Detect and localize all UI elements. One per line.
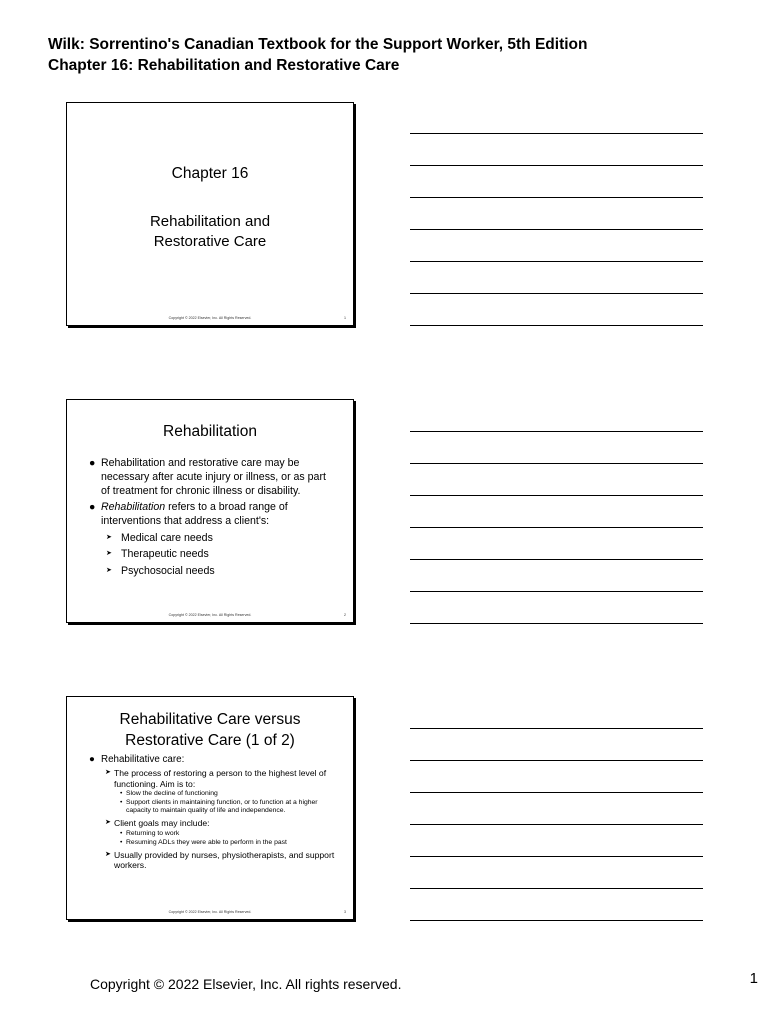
sub-bullet-text: Therapeutic needs [121,548,209,560]
sub-sub-bullet-item [120,799,335,815]
sub-sub-bullet-text: Returning to work [126,829,180,837]
sub-bullet-text: Usually provided by nurses, physiotherapists, and support workers. [114,849,335,870]
small-dot-icon: • [120,799,123,806]
slide-3-number: 3 [344,910,346,914]
sub-sub-bullet-item [120,839,335,847]
slide-3-copyright: Copyright © 2022 Elsevier, Inc. All Rights Reserved. [168,910,252,914]
note-line [410,527,703,528]
notes-lines-1 [410,133,703,357]
note-line [410,920,703,921]
arrow-icon: ➤ [105,819,111,826]
slide-3-title-line2: Restorative Care (1 of 2) [125,732,295,749]
bullet-text [101,500,333,528]
bullet-emphasis: Rehabilitation [101,501,166,513]
slide-3-title-line1: Rehabilitative Care versus [119,711,301,728]
sub-sub-bullet-text: Slow the decline of functioning [126,790,218,797]
sub-sub-bullet-text: Resuming ADLs they were able to perform in the past [126,838,287,846]
slide-3-title [67,709,353,751]
bullet-item [89,754,335,765]
note-line [410,856,703,857]
slide-2-copyright: Copyright © 2022 Elsevier, Inc. All Rights Reserved. [168,613,252,617]
sub-bullet-item [105,768,335,789]
slide-3 [66,696,354,920]
note-line [410,261,703,262]
slide-2-number: 2 [344,613,346,617]
note-line [410,325,703,326]
note-line [410,824,703,825]
note-line [410,197,703,198]
sub-bullet-text: Medical care needs [121,531,213,544]
note-line [410,165,703,166]
slide-1-subtitle [67,212,353,252]
notes-lines-2 [410,431,703,655]
sub-bullet-text: Psychosocial needs [121,564,215,577]
note-line [410,591,703,592]
sub-bullet-text: The process of restoring a person to the highest level of functioning. Aim is to: [114,768,327,789]
slide-1-subtitle-line2: Restorative Care [153,233,267,250]
small-dot-icon: • [120,790,123,797]
notes-lines-3 [410,728,703,952]
sub-sub-bullet-item [120,790,335,798]
bullet-dot-icon: ● [89,501,96,513]
note-line [410,133,703,134]
arrow-icon: ➤ [106,533,112,541]
note-line [410,559,703,560]
bullet-item [89,500,333,528]
sub-bullet-item [105,850,335,871]
bullet-text-rest: refers to a broad range of interventions that address a client's: [101,501,288,527]
slide-1-subtitle-line1: Rehabilitation and [149,213,271,230]
header-book-title: Wilk: Sorrentino's Canadian Textbook for the Support Worker, 5th Edition [48,36,588,53]
bullet-dot-icon: ● [89,457,96,469]
note-line [410,792,703,793]
arrow-icon: ➤ [105,850,111,858]
note-line [410,623,703,624]
note-line [410,888,703,889]
slide-2 [66,399,354,623]
sub-bullet-item [106,564,333,578]
header-chapter-title: Chapter 16: Rehabilitation and Restorative Care [48,57,400,74]
small-dot-icon: • [120,829,123,837]
slide-2-title: Rehabilitation [163,423,257,440]
note-line [410,293,703,294]
note-line [410,728,703,729]
sub-bullet-text: Client goals may include: [114,818,210,828]
slide-2-body [89,456,333,578]
footer-copyright: Copyright © 2022 Elsevier, Inc. All rights reserved. [90,976,402,992]
slide-1 [66,102,354,326]
bullet-dot-icon: ● [89,754,95,765]
sub-bullet-item [105,818,335,829]
bullet-text: Rehabilitative care: [101,754,185,765]
note-line [410,463,703,464]
bullet-text: Rehabilitation and restorative care may be necessary after acute injury or illness, or as part of treatment for chronic illness or disability. [101,457,326,497]
slide-1-title: Chapter 16 [171,165,249,182]
slide-3-body [89,754,335,871]
sub-sub-bullet-item [120,830,335,838]
small-dot-icon: • [120,838,123,846]
arrow-icon: ➤ [106,566,112,574]
bullet-item [89,456,333,498]
page-number: 1 [749,970,758,987]
note-line [410,431,703,432]
note-line [410,495,703,496]
sub-sub-bullet-text: Support clients in maintaining function, or to function at a higher capacity to maintain quality of life and independence. [126,799,318,814]
slide-1-number: 1 [344,316,346,320]
page-header [48,34,587,76]
note-line [410,760,703,761]
arrow-icon: ➤ [105,769,111,776]
sub-bullet-item [106,531,333,545]
slide-1-copyright: Copyright © 2022 Elsevier, Inc. All Rights Reserved. [168,316,252,320]
note-line [410,229,703,230]
arrow-icon: ➤ [106,550,112,557]
sub-bullet-item [106,547,333,561]
